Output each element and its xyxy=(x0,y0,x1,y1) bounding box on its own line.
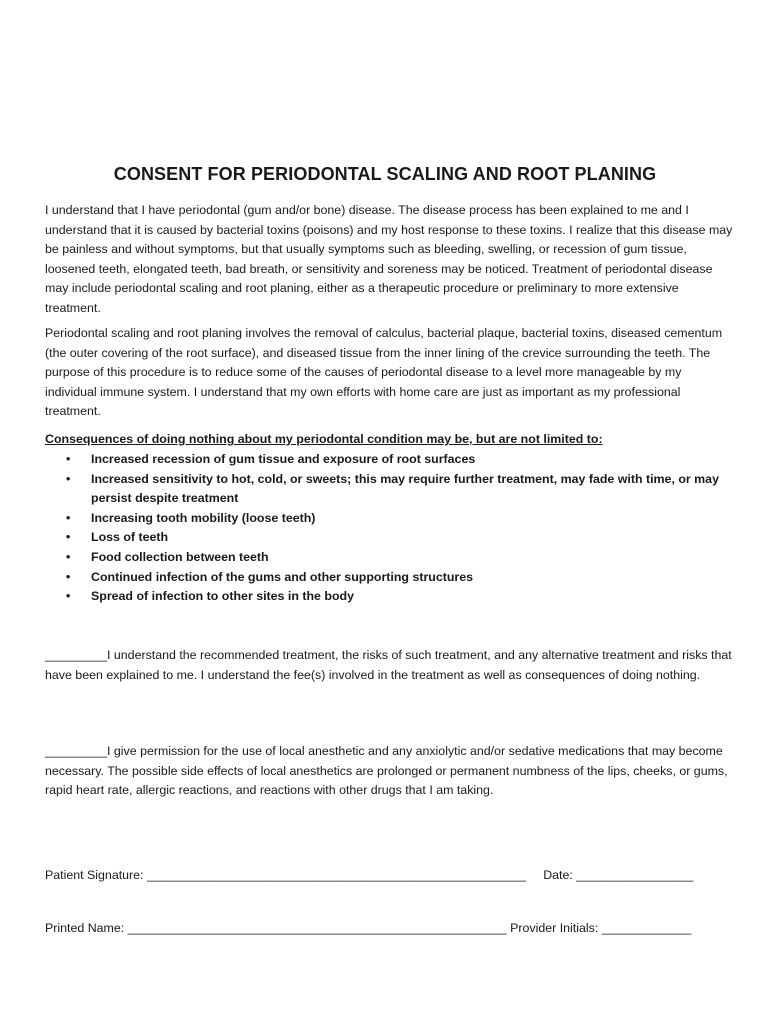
consequence-text: Spread of infection to other sites in the body xyxy=(91,589,354,604)
provider-initials-label: Provider Initials: xyxy=(510,921,599,935)
consequence-text: Increased recession of gum tissue and exposure of root surfaces xyxy=(91,452,476,466)
bullet-icon: • xyxy=(66,510,71,525)
bullet-icon: • xyxy=(66,452,71,466)
consequence-text: Increased sensitivity to hot, cold, or sweets; this may require further treatment, may fade with time, or may persist despite treatment xyxy=(91,471,719,506)
patient-signature-field[interactable]: _______________________________________________________ xyxy=(146,868,526,882)
bullet-icon: • xyxy=(66,471,71,486)
provider-initials-field[interactable]: _____________ xyxy=(601,921,692,935)
printed-name-field[interactable]: _______________________________________________________ xyxy=(127,921,507,935)
patient-signature-label: Patient Signature: xyxy=(45,868,144,882)
date-field[interactable]: _________________ xyxy=(576,868,694,882)
printed-name-label: Printed Name: xyxy=(45,921,125,935)
consequence-text: Food collection between teeth xyxy=(91,549,269,564)
list-item xyxy=(45,587,725,607)
bullet-icon: • xyxy=(66,549,71,564)
list-item xyxy=(45,470,725,509)
consequence-text: Increasing tooth mobility (loose teeth) xyxy=(91,510,316,525)
patient-signature-row xyxy=(45,868,693,882)
bullet-icon: • xyxy=(66,569,71,584)
consequences-list xyxy=(45,450,725,607)
bullet-icon: • xyxy=(66,589,71,604)
list-item xyxy=(45,509,725,529)
list-item xyxy=(45,548,725,568)
treatment-acknowledgement[interactable]: _________I understand the recommended treatment, the risks of such treatment, and any alternative treatment and risks that have been explained to me. I understand the fee(s) involved in the treatment as well as consequences of doing nothing. xyxy=(45,648,732,682)
anesthetic-permission[interactable]: _________I give permission for the use of local anesthetic and any anxiolytic and/or sedative medications that may become necessary. The possible side effects of local anesthetics are prolonged or permanent numbness of the lips, cheeks, or gums, rapid heart rate, allergic reactions, and reactions with other drugs that I am taking. xyxy=(45,744,728,797)
list-item xyxy=(45,450,725,470)
list-item xyxy=(45,568,725,588)
consequence-text: Loss of teeth xyxy=(91,530,169,545)
list-item xyxy=(45,528,725,548)
disease-explanation-paragraph: I understand that I have periodontal (gum and/or bone) disease. The disease process has been explained to me and I understand that it is caused by bacterial toxins (poisons) and my host response to these toxins. I realize that this disease may be painless and without symptoms, but that usually symptoms such as bleeding, swelling, or recession of gum tissue, loosened teeth, elongated teeth, bad breath, or sensitivity and soreness may be noticed. Treatment of periodontal disease may include periodontal scaling and root planing, either as a therapeutic procedure or preliminary to more extensive treatment. xyxy=(45,203,733,315)
printed-name-row xyxy=(45,921,691,935)
bullet-icon: • xyxy=(66,530,71,545)
document-title: CONSENT FOR PERIODONTAL SCALING AND ROOT PLANING xyxy=(113,164,657,184)
date-label: Date: xyxy=(543,868,573,882)
consequence-text: Continued infection of the gums and other supporting structures xyxy=(91,569,474,584)
consequences-heading: Consequences of doing nothing about my periodontal condition may be, but are not limited to: xyxy=(45,432,603,446)
procedure-description-paragraph: Periodontal scaling and root planing involves the removal of calculus, bacterial plaque, bacterial toxins, diseased cementum (the outer covering of the root surface), and diseased tissue from the inner lining of the crevice surrounding the teeth. The purpose of this procedure is to reduce some of the causes of periodontal disease to a level more manageable by my individual immune system. I understand that my own efforts with home care are just as important as my professional treatment. xyxy=(45,326,723,418)
